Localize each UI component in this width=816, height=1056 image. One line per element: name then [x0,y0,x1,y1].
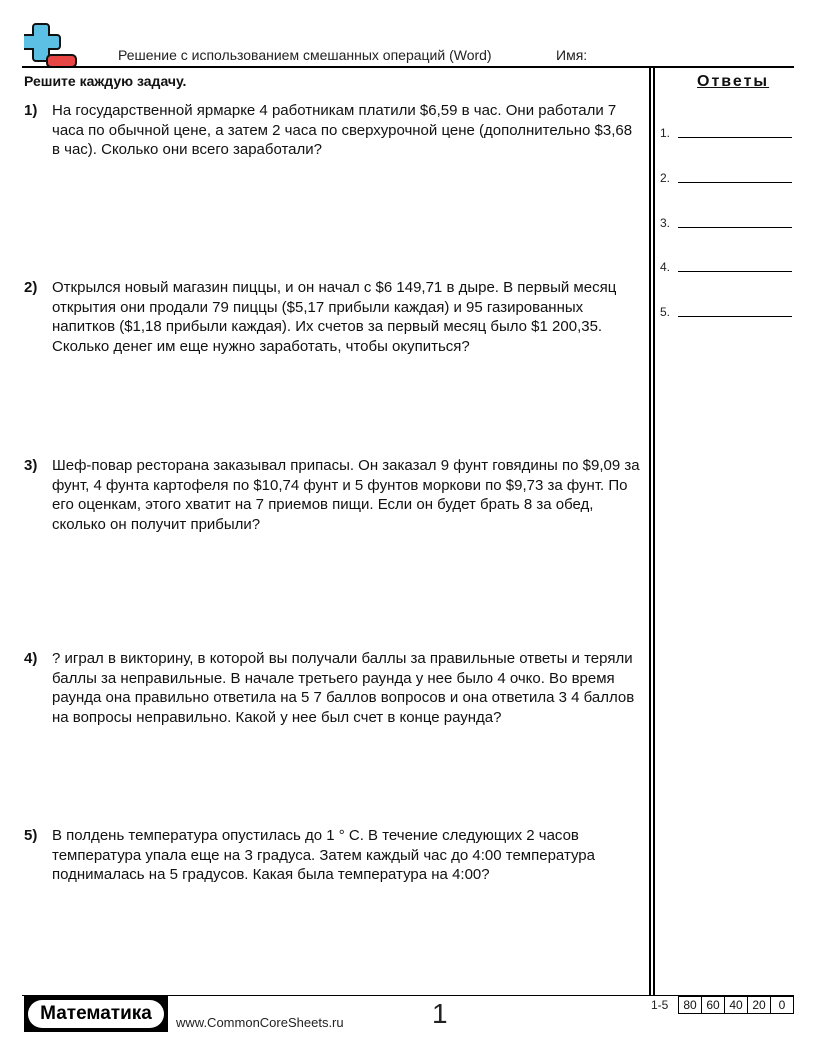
question-4 [24,649,644,727]
score-table [678,996,794,1014]
answer-line[interactable] [678,181,792,183]
question-text: В полдень температура опустилась до 1 ° C. В течение следующих 2 часов температура упала еще на 3 градуса. Затем каждый час до 4:00 температура поднималась на 5 градусов. Какая была температура на 4:00? [52,827,595,883]
score-cell: 20 [748,996,771,1014]
answer-row-4[interactable] [660,254,792,274]
answer-row-2[interactable] [660,165,792,185]
column-divider [649,68,651,996]
question-text: ? играл в викторину, в которой вы получали баллы за правильные ответы и теряли баллы за неправильные. В начале третьего раунда у нее было 4 очко. Во время раунда она правильно ответила на 5 7 баллов вопросов и она ответила 3 4 баллов на вопросы неправильно. Какой у нее был счет в конце раунда? [52,650,635,726]
question-text: Открылся новый магазин пиццы, и он начал с $6 149,71 в дыре. В первый месяц открытия они продали 79 пиццы ($5,17 прибыли каждая) и 95 газированных напитков ($1,18 прибыли каждая). Их счетов за первый месяц было $1 200,35. Сколько денег им еще нужно заработать, чтобы окупиться? [52,279,617,355]
plus-minus-logo-icon [24,22,80,68]
site-url: www.CommonCoreSheets.ru [176,1015,344,1030]
answer-number: 2. [660,171,671,185]
page-number: 1 [432,998,448,1029]
instructions: Решите каждую задачу. [24,73,187,89]
answer-line[interactable] [678,315,792,317]
question-3 [24,456,644,534]
worksheet-title: Решение с использованием смешанных операций (Word) [118,47,492,63]
question-number: 2) [24,279,38,296]
score-range-label: 1-5 [651,998,669,1012]
answer-number: 5. [660,305,671,319]
score-cell: 60 [702,996,725,1014]
answers-title: Ответы [697,73,770,90]
question-text: На государственной ярмарке 4 работникам платили $6,59 в час. Они работали 7 часа по обычной цене, а затем 2 часа по сверхурочной цене (дополнительно $3,68 в час). Сколько они всего заработали? [52,102,633,158]
answer-row-1[interactable] [660,120,792,140]
answer-line[interactable] [678,136,792,138]
question-1 [24,101,644,160]
question-2 [24,278,644,356]
question-5 [24,826,644,885]
score-cell: 0 [771,996,794,1014]
header-divider [22,66,794,68]
brand-badge [24,996,168,1032]
question-text: Шеф-повар ресторана заказывал припасы. Он заказал 9 фунт говядины по $9,09 за фунт, 4 фунта картофеля по $10,74 фунт и 5 фунтов моркови по $9,73 за фунт. По его оценкам, этого хватит на 7 приемов пищи. Если он будет брать 8 за обед, сколько он получит прибыли? [52,457,640,533]
question-number: 3) [24,457,38,474]
answer-line[interactable] [678,226,792,228]
score-cell: 80 [678,996,702,1014]
column-divider [653,68,655,996]
answer-number: 4. [660,260,671,274]
question-number: 1) [24,102,38,119]
answer-line[interactable] [678,270,792,272]
answer-row-5[interactable] [660,299,792,319]
name-label: Имя: [556,47,588,63]
answer-row-3[interactable] [660,210,792,230]
answer-number: 1. [660,126,671,140]
score-cell: 40 [725,996,748,1014]
question-number: 4) [24,650,38,667]
answer-number: 3. [660,216,671,230]
brand-label: Математика [28,1000,164,1028]
question-number: 5) [24,827,38,844]
